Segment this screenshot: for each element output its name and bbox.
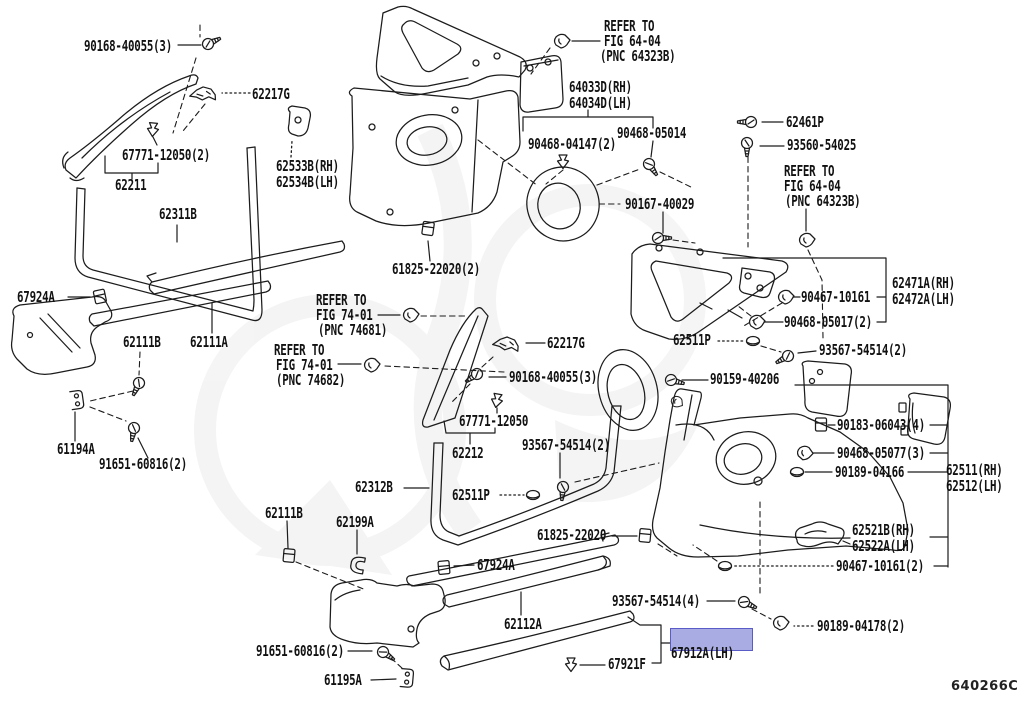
bracket-icon	[189, 85, 217, 101]
part-label-62522A: 62522A(LH)	[852, 537, 915, 555]
part-label-93567-54514-c: 93567-54514(4)	[612, 592, 701, 610]
part-label-64033D: 64033D(RH)	[569, 78, 632, 96]
part-label-67912A-highlighted: 67912A(LH)	[671, 644, 734, 662]
grommet-icon	[747, 337, 760, 346]
part-label-67924A-a: 67924A	[17, 288, 55, 306]
clip-icon	[816, 418, 827, 431]
part-label-62212: 62212	[452, 444, 484, 462]
refer-note-d-line3: (PNC 74682)	[276, 371, 346, 389]
part-label-93567-54514-a: 93567-54514(2)	[522, 436, 611, 454]
part-label-62511P-b: 62511P	[452, 486, 490, 504]
refer-note-b-line2: FIG 64-04	[784, 177, 841, 195]
part-62521B-bracket	[796, 522, 844, 547]
part-64033D-package-tray-side-panel	[376, 6, 526, 95]
part-label-61825-22020-a: 61825-22020(2)	[392, 260, 481, 278]
clip-icon	[669, 394, 686, 410]
screw-icon	[738, 117, 757, 128]
part-label-62111B-b: 62111B	[265, 504, 303, 522]
part-label-62534B: 62534B(LH)	[276, 173, 339, 191]
part-label-93567-54514-b: 93567-54514(2)	[819, 341, 908, 359]
part-62211-windshield-pillar-garnish	[63, 75, 198, 181]
part-upper-pillar-piece	[802, 361, 851, 416]
clip-icon	[490, 393, 503, 408]
part-label-61194A: 61194A	[57, 440, 95, 458]
part-label-93560-54025: 93560-54025	[787, 136, 857, 154]
diagram-code: 640266C	[951, 679, 1019, 694]
screw-icon	[774, 348, 796, 367]
screw-icon	[664, 373, 685, 389]
screw-icon	[201, 33, 223, 51]
part-62533B-belt-guide-bracket	[288, 106, 310, 136]
part-62111A-front-scuff-plate	[147, 241, 345, 294]
part-label-62471A: 62471A(RH)	[892, 274, 955, 292]
part-62112A-rear-scuff-plate	[443, 556, 610, 607]
part-label-90467-10161-b: 90467-10161(2)	[836, 557, 925, 575]
part-label-90468-04147: 90468-04147(2)	[528, 135, 617, 153]
part-label-62461P: 62461P	[786, 113, 824, 131]
part-label-62521B: 62521B(RH)	[852, 521, 915, 539]
part-62111B-cowl-side-trim	[12, 297, 112, 375]
refer-note-a-line3: (PNC 64323B)	[600, 47, 676, 65]
clip-icon	[779, 290, 795, 304]
part-label-62217G-b: 62217G	[547, 334, 585, 352]
part-label-90168-40055-b: 90168-40055(3)	[509, 368, 598, 386]
part-label-90167-40029: 90167-40029	[625, 195, 695, 213]
part-label-64034D: 64034D(LH)	[569, 94, 632, 112]
part-label-90467-10161-a: 90467-10161	[801, 288, 871, 306]
clip-icon	[365, 358, 381, 372]
refer-note-d-line2: FIG 74-01	[276, 356, 333, 374]
part-label-62472A: 62472A(LH)	[892, 290, 955, 308]
refer-note-a-line2: FIG 64-04	[604, 32, 661, 50]
part-label-67921F: 67921F	[608, 655, 646, 673]
clip-icon	[774, 616, 790, 630]
grommet-icon	[791, 468, 804, 477]
clip-icon	[147, 123, 159, 137]
part-label-62111B-a: 62111B	[123, 333, 161, 351]
part-label-62511P-a: 62511P	[673, 331, 711, 349]
clip-icon	[796, 445, 814, 461]
clip-icon	[404, 308, 420, 322]
part-label-62533B: 62533B(RH)	[276, 157, 339, 175]
bolt-icon	[742, 138, 753, 157]
refer-note-c-line2: FIG 74-01	[316, 306, 373, 324]
grommet-icon	[527, 491, 540, 500]
screw-icon	[641, 156, 661, 178]
part-label-62311B: 62311B	[159, 205, 197, 223]
refer-note-b-line3: (PNC 64323B)	[785, 192, 861, 210]
part-label-90468-05014: 90468-05014	[617, 124, 687, 142]
part-label-62217G-a: 62217G	[252, 85, 290, 103]
part-label-90168-40055-a: 90168-40055(3)	[84, 37, 173, 55]
part-label-62112A: 62112A	[504, 615, 542, 633]
hook-icon	[70, 390, 84, 409]
screw-icon	[128, 376, 146, 398]
part-label-90468-05017: 90468-05017(2)	[784, 313, 873, 331]
part-label-67924A-b: 67924A	[477, 556, 515, 574]
clip-icon	[800, 233, 816, 247]
part-label-62211: 62211	[115, 176, 147, 194]
part-label-90159-40206: 90159-40206	[710, 370, 780, 388]
part-label-67771-12050-a: 67771-12050(2)	[122, 146, 211, 164]
grommet-icon	[719, 562, 732, 571]
refer-note-a-line1: REFER TO	[604, 17, 655, 35]
part-label-62511: 62511(RH)	[946, 461, 1003, 479]
clip-icon	[639, 529, 651, 543]
part-label-62111A: 62111A	[190, 333, 228, 351]
screw-icon	[737, 595, 759, 613]
hook-icon	[400, 669, 414, 688]
refer-note-c-line3: (PNC 74681)	[318, 321, 388, 339]
part-label-67771-12050-b: 67771-12050	[459, 412, 529, 430]
clip-icon	[566, 658, 577, 672]
part-label-62199A: 62199A	[336, 513, 374, 531]
part-label-62512: 62512(LH)	[946, 477, 1003, 495]
part-bottom-cowl-trim	[330, 579, 445, 647]
refer-note-d-line1: REFER TO	[274, 341, 325, 359]
part-label-90189-04166: 90189-04166	[835, 463, 905, 481]
part-label-61825-22020-b: 61825-22020	[537, 526, 607, 544]
part-label-91651-60816-b: 91651-60816(2)	[256, 642, 345, 660]
clip-icon	[438, 561, 450, 575]
part-label-62312B: 62312B	[355, 478, 393, 496]
part-label-90183-06043: 90183-06043(4)	[837, 416, 926, 434]
part-label-90189-04178: 90189-04178(2)	[817, 617, 906, 635]
part-label-91651-60816-a: 91651-60816(2)	[99, 455, 188, 473]
part-label-90468-05077: 90468-05077(3)	[837, 444, 926, 462]
refer-note-c-line1: REFER TO	[316, 291, 367, 309]
clip-icon	[555, 34, 571, 48]
refer-note-b-line1: REFER TO	[784, 162, 835, 180]
part-label-61195A: 61195A	[324, 671, 362, 689]
